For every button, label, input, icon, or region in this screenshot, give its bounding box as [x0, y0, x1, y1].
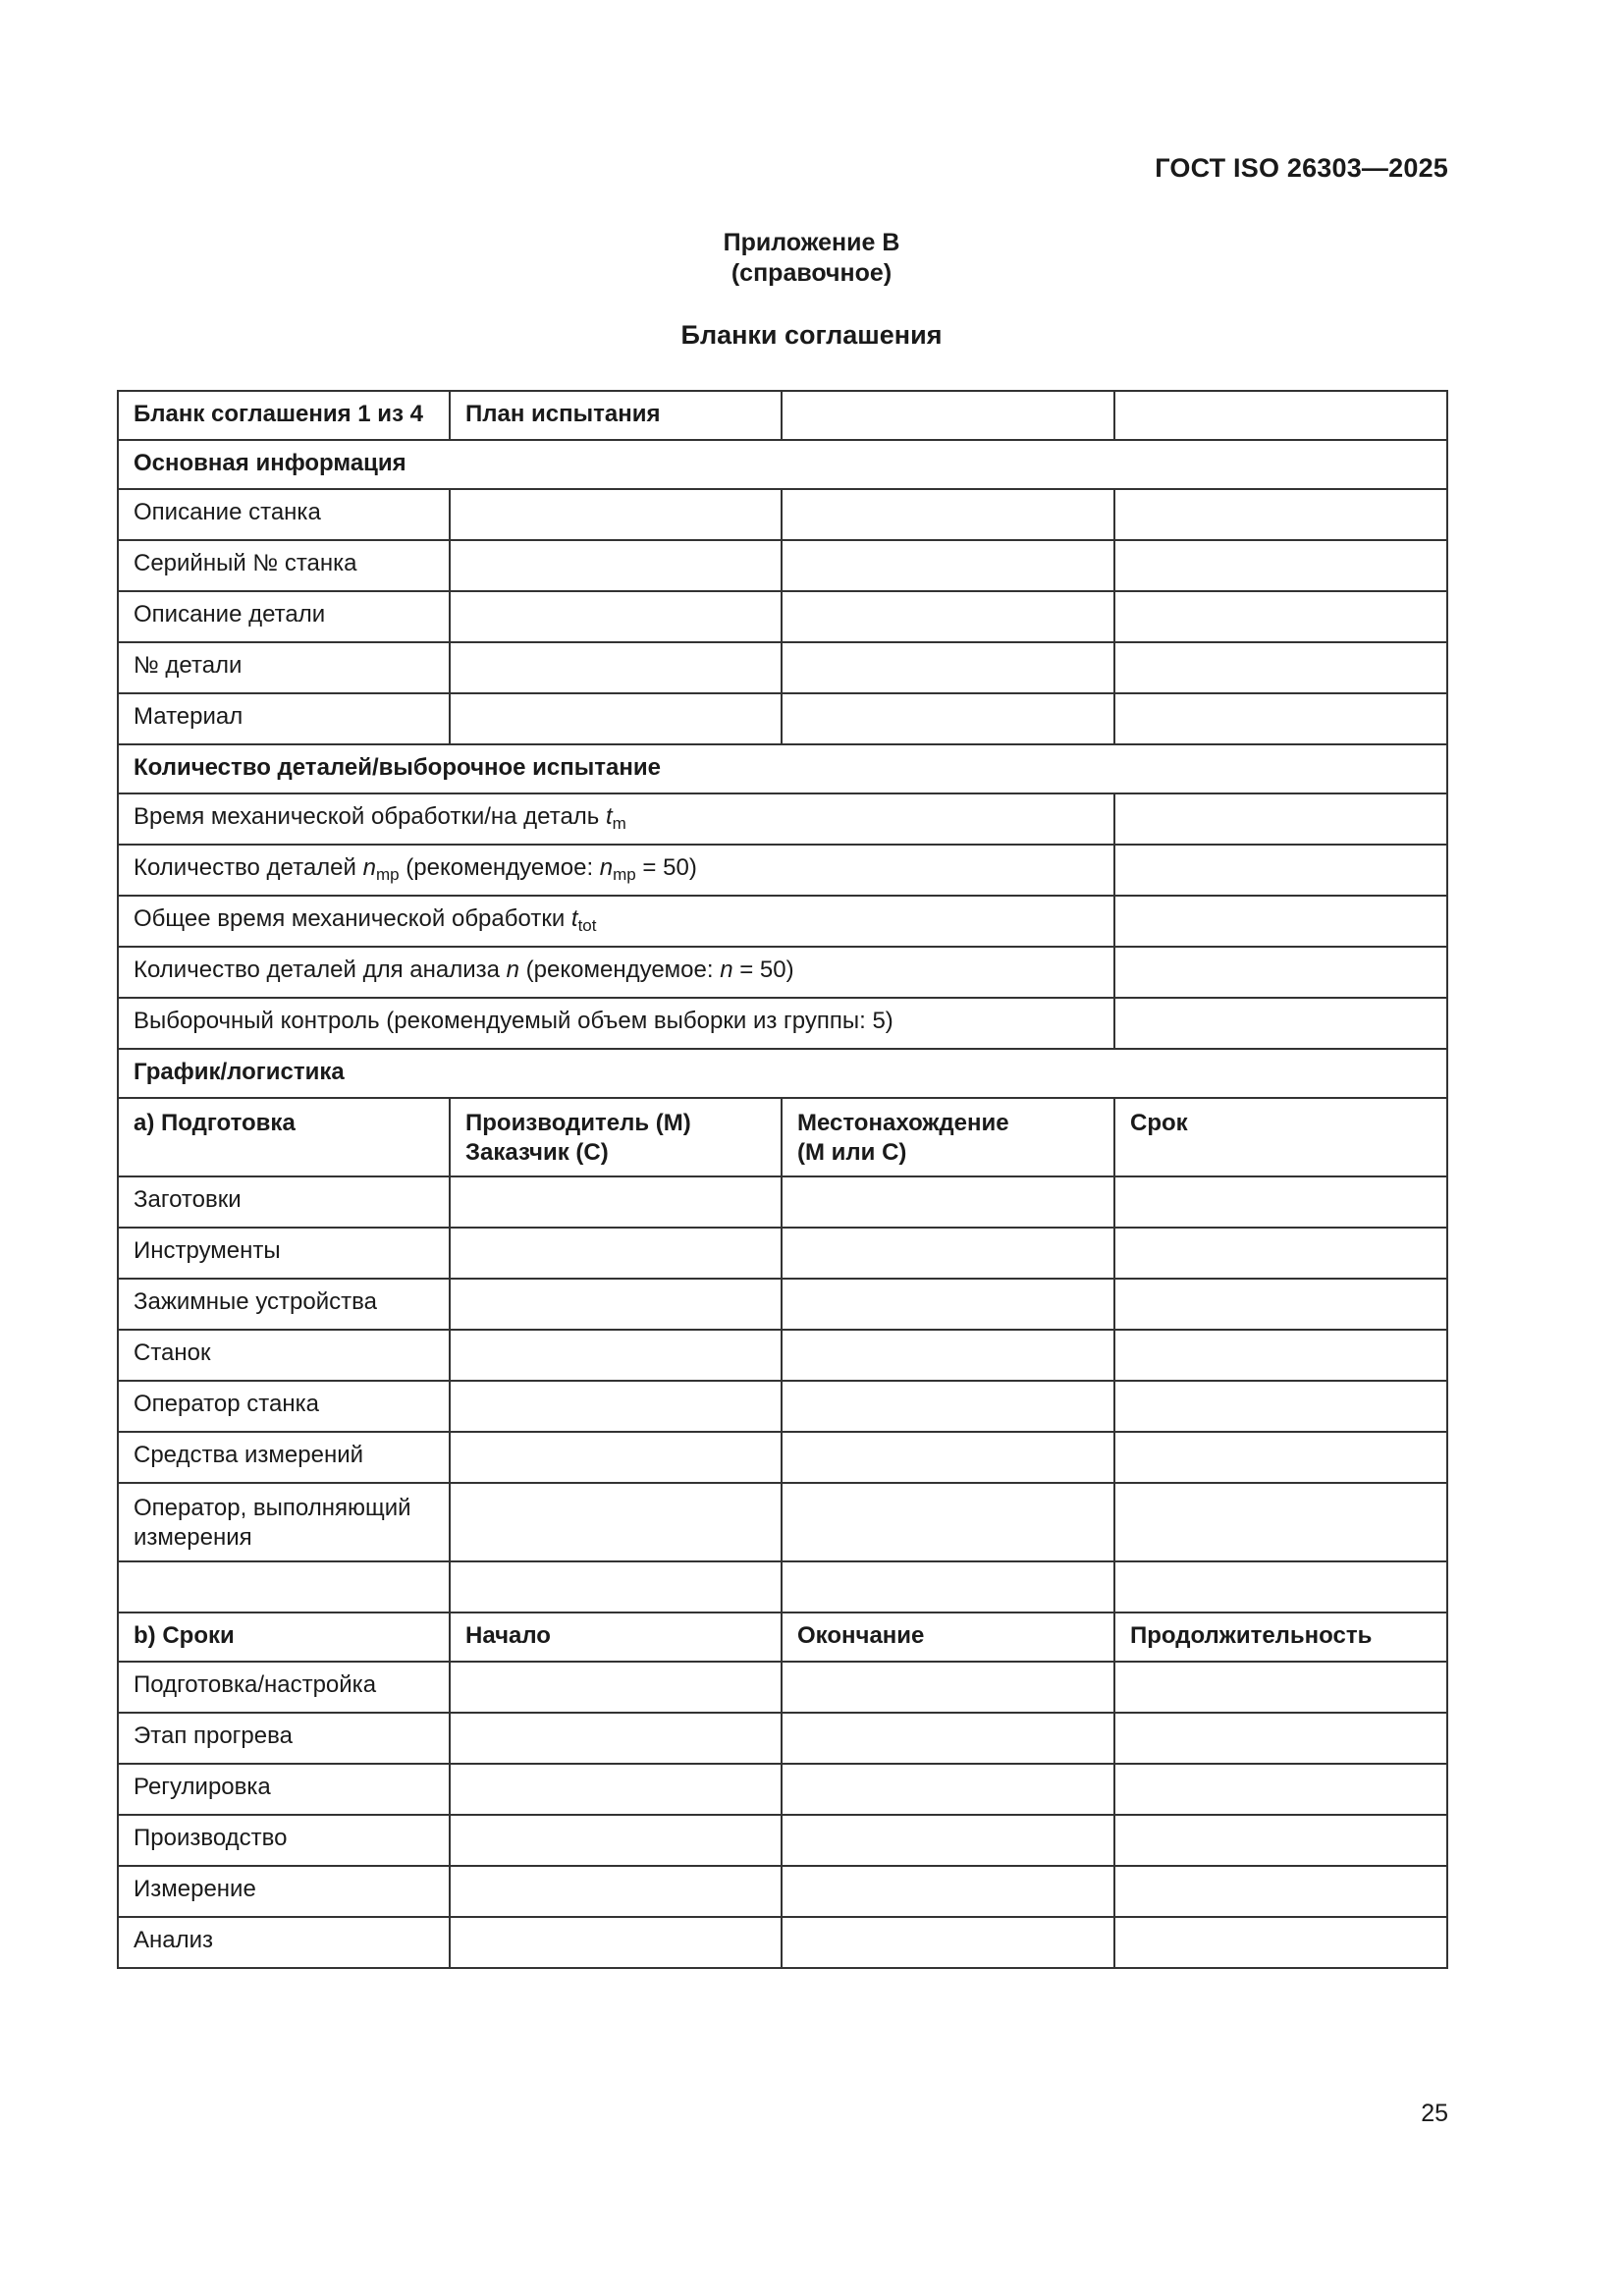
column-header: Начало	[450, 1613, 782, 1662]
input-cell[interactable]	[450, 1713, 782, 1764]
input-cell[interactable]	[782, 591, 1114, 642]
subscript: tot	[577, 916, 597, 935]
input-cell[interactable]	[450, 1228, 782, 1279]
input-cell[interactable]	[1114, 845, 1447, 896]
input-cell[interactable]	[1114, 642, 1447, 693]
input-cell[interactable]	[450, 1662, 782, 1713]
input-cell[interactable]	[1114, 1764, 1447, 1815]
column-header: Окончание	[782, 1613, 1114, 1662]
row-label: Регулировка	[118, 1764, 450, 1815]
variable: n	[720, 957, 733, 983]
input-cell[interactable]	[450, 489, 782, 540]
column-header: Продолжительность	[1114, 1613, 1447, 1662]
section-title: Количество деталей/выборочное испытание	[118, 744, 1447, 793]
table-row	[118, 947, 1447, 998]
row-label	[118, 896, 1114, 947]
input-cell[interactable]	[782, 1764, 1114, 1815]
label-line: Оператор, выполняющий	[134, 1495, 411, 1521]
row-label: Инструменты	[118, 1228, 450, 1279]
label-text: (рекомендуемое:	[519, 957, 721, 983]
input-cell[interactable]	[1114, 1713, 1447, 1764]
input-cell[interactable]	[782, 489, 1114, 540]
input-cell[interactable]	[450, 1561, 782, 1613]
row-label: Серийный № станка	[118, 540, 450, 591]
input-cell[interactable]	[1114, 1330, 1447, 1381]
input-cell[interactable]	[782, 1662, 1114, 1713]
input-cell[interactable]	[1114, 1483, 1447, 1561]
header-line: (М или С)	[797, 1139, 907, 1166]
input-cell[interactable]	[1114, 1432, 1447, 1483]
input-cell[interactable]	[782, 1176, 1114, 1228]
input-cell[interactable]	[1114, 947, 1447, 998]
variable: n	[599, 854, 614, 881]
row-label	[118, 1483, 450, 1561]
input-cell[interactable]	[450, 1176, 782, 1228]
header-line: Производитель (М)	[465, 1110, 691, 1136]
column-header	[450, 1098, 782, 1176]
subscript: mp	[613, 865, 636, 884]
input-cell[interactable]	[782, 1866, 1114, 1917]
section-row-basic	[118, 440, 1447, 489]
input-cell[interactable]	[782, 1381, 1114, 1432]
row-label: Станок	[118, 1330, 450, 1381]
column-header	[782, 1098, 1114, 1176]
form-heading: Бланки соглашения	[680, 320, 943, 350]
agreement-form-table	[117, 390, 1448, 1969]
section-row-quantity	[118, 744, 1447, 793]
input-cell[interactable]	[450, 540, 782, 591]
variable: n	[362, 854, 376, 881]
row-label: Этап прогрева	[118, 1713, 450, 1764]
table-row	[118, 693, 1447, 744]
section-title: Основная информация	[118, 440, 1447, 489]
row-label	[118, 947, 1114, 998]
input-cell[interactable]	[1114, 1815, 1447, 1866]
table-row	[118, 1228, 1447, 1279]
input-cell[interactable]	[782, 1228, 1114, 1279]
annex-title	[0, 228, 1623, 289]
table-row	[118, 1279, 1447, 1330]
input-cell[interactable]	[1114, 489, 1447, 540]
column-header: а) Подготовка	[118, 1098, 450, 1176]
input-cell[interactable]	[1114, 1176, 1447, 1228]
table-row	[118, 591, 1447, 642]
form-number-cell: Бланк соглашения 1 из 4	[118, 391, 450, 440]
table-row	[118, 1713, 1447, 1764]
input-cell[interactable]	[1114, 693, 1447, 744]
input-cell[interactable]	[1114, 896, 1447, 947]
row-label: Зажимные устройства	[118, 1279, 450, 1330]
annex-type: (справочное)	[730, 259, 893, 287]
table-row	[118, 1432, 1447, 1483]
label-text: Количество деталей для анализа	[134, 957, 507, 983]
prep-header-row	[118, 1098, 1447, 1176]
row-label: Выборочный контроль (рекомендуемый объем выборки из группы: 5)	[118, 998, 1114, 1049]
table-row	[118, 1176, 1447, 1228]
input-cell[interactable]	[782, 540, 1114, 591]
row-label: Заготовки	[118, 1176, 450, 1228]
subscript: m	[612, 814, 626, 833]
input-cell[interactable]	[450, 1381, 782, 1432]
column-header: Срок	[1114, 1098, 1447, 1176]
label-text: = 50)	[732, 957, 794, 983]
row-label: Описание станка	[118, 489, 450, 540]
input-cell[interactable]	[1114, 1279, 1447, 1330]
input-cell[interactable]	[782, 1432, 1114, 1483]
times-header-row	[118, 1613, 1447, 1662]
table-row	[118, 540, 1447, 591]
form-title-row	[118, 391, 1447, 440]
section-title: График/логистика	[118, 1049, 1447, 1098]
form-title-blank-cell[interactable]	[782, 391, 1114, 440]
input-cell[interactable]	[450, 1917, 782, 1968]
table-row	[118, 793, 1447, 845]
table-row	[118, 896, 1447, 947]
row-label: Описание детали	[118, 591, 450, 642]
row-label: Подготовка/настройка	[118, 1662, 450, 1713]
table-row	[118, 489, 1447, 540]
header-line: Местонахождение	[797, 1110, 1009, 1136]
table-row	[118, 1764, 1447, 1815]
input-cell[interactable]	[1114, 998, 1447, 1049]
input-cell[interactable]	[1114, 1866, 1447, 1917]
form-plan-cell: План испытания	[450, 391, 782, 440]
variable: t	[570, 905, 578, 932]
input-cell[interactable]	[782, 1561, 1114, 1613]
input-cell[interactable]	[782, 1483, 1114, 1561]
row-label: Материал	[118, 693, 450, 744]
row-label	[118, 845, 1114, 896]
input-cell[interactable]	[782, 1713, 1114, 1764]
label-line: измерения	[134, 1524, 252, 1551]
input-cell[interactable]	[782, 642, 1114, 693]
table-row	[118, 998, 1447, 1049]
table-row	[118, 1815, 1447, 1866]
input-cell[interactable]	[450, 591, 782, 642]
annex-label: Приложение В	[723, 229, 900, 256]
table-row	[118, 845, 1447, 896]
blank-row	[118, 1561, 1447, 1613]
input-cell[interactable]	[1114, 1561, 1447, 1613]
input-cell[interactable]	[782, 1815, 1114, 1866]
label-text: Общее время механической обработки	[134, 905, 571, 932]
page-number: 25	[1421, 2100, 1448, 2127]
row-label	[118, 793, 1114, 845]
input-cell[interactable]	[782, 1330, 1114, 1381]
input-cell[interactable]	[1114, 1381, 1447, 1432]
input-cell[interactable]	[450, 1764, 782, 1815]
table-row	[118, 642, 1447, 693]
input-cell[interactable]	[450, 1330, 782, 1381]
form-title-blank-cell[interactable]	[1114, 391, 1447, 440]
row-label: Средства измерений	[118, 1432, 450, 1483]
label-text: = 50)	[635, 854, 697, 881]
row-label: Оператор станка	[118, 1381, 450, 1432]
input-cell[interactable]	[782, 1279, 1114, 1330]
input-cell[interactable]	[450, 693, 782, 744]
label-text: (рекомендуемое:	[399, 854, 600, 881]
input-cell[interactable]	[782, 693, 1114, 744]
input-cell[interactable]	[450, 1432, 782, 1483]
input-cell[interactable]	[450, 642, 782, 693]
variable: t	[605, 803, 613, 830]
table-row	[118, 1381, 1447, 1432]
input-cell[interactable]	[1114, 1228, 1447, 1279]
input-cell[interactable]	[1114, 591, 1447, 642]
row-label: Производство	[118, 1815, 450, 1866]
document-code: ГОСТ ISO 26303—2025	[1155, 153, 1448, 183]
input-cell[interactable]	[450, 1279, 782, 1330]
input-cell[interactable]	[118, 1561, 450, 1613]
input-cell[interactable]	[782, 1917, 1114, 1968]
input-cell[interactable]	[450, 1866, 782, 1917]
subscript: mp	[375, 865, 400, 884]
row-label: Анализ	[118, 1917, 450, 1968]
row-label: № детали	[118, 642, 450, 693]
section-row-schedule	[118, 1049, 1447, 1098]
table-row	[118, 1330, 1447, 1381]
table-row	[118, 1483, 1447, 1561]
header-line: Заказчик (С)	[465, 1139, 609, 1166]
table-row	[118, 1866, 1447, 1917]
table-row	[118, 1662, 1447, 1713]
input-cell[interactable]	[450, 1815, 782, 1866]
input-cell[interactable]	[1114, 1917, 1447, 1968]
label-text: Количество деталей	[134, 854, 363, 881]
row-label: Измерение	[118, 1866, 450, 1917]
input-cell[interactable]	[1114, 793, 1447, 845]
input-cell[interactable]	[1114, 1662, 1447, 1713]
label-text: Время механической обработки/на деталь	[134, 803, 606, 830]
input-cell[interactable]	[450, 1483, 782, 1561]
column-header: b) Сроки	[118, 1613, 450, 1662]
input-cell[interactable]	[1114, 540, 1447, 591]
table-row	[118, 1917, 1447, 1968]
variable: n	[506, 957, 520, 983]
